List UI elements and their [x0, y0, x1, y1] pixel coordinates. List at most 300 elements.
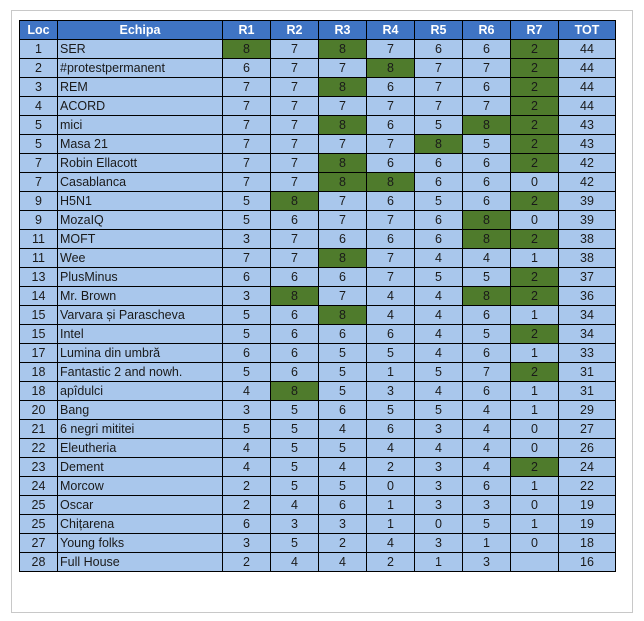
cell-r4[interactable]: 6 — [367, 325, 415, 344]
cell-loc[interactable]: 18 — [20, 363, 58, 382]
cell-tot[interactable]: 26 — [559, 439, 616, 458]
cell-r6[interactable]: 6 — [463, 344, 511, 363]
cell-r4[interactable]: 7 — [367, 40, 415, 59]
cell-r3[interactable]: 2 — [319, 534, 367, 553]
cell-r7[interactable]: 0 — [511, 420, 559, 439]
cell-team[interactable]: MozaIQ — [58, 211, 223, 230]
cell-r2[interactable]: 4 — [271, 553, 319, 572]
cell-r7[interactable]: 0 — [511, 496, 559, 515]
cell-r7[interactable]: 2 — [511, 363, 559, 382]
cell-r2[interactable]: 6 — [271, 325, 319, 344]
cell-r2[interactable]: 5 — [271, 534, 319, 553]
cell-r7[interactable]: 2 — [511, 135, 559, 154]
cell-tot[interactable]: 43 — [559, 116, 616, 135]
cell-r6[interactable]: 3 — [463, 496, 511, 515]
cell-r5[interactable]: 0 — [415, 515, 463, 534]
cell-loc[interactable]: 15 — [20, 306, 58, 325]
cell-r7[interactable]: 2 — [511, 268, 559, 287]
cell-team[interactable]: Eleutheria — [58, 439, 223, 458]
cell-r7[interactable]: 2 — [511, 287, 559, 306]
cell-r1[interactable]: 7 — [223, 97, 271, 116]
cell-r1[interactable]: 5 — [223, 306, 271, 325]
cell-loc[interactable]: 21 — [20, 420, 58, 439]
cell-r3[interactable]: 6 — [319, 496, 367, 515]
cell-r3[interactable]: 4 — [319, 553, 367, 572]
cell-loc[interactable]: 7 — [20, 173, 58, 192]
cell-loc[interactable]: 28 — [20, 553, 58, 572]
cell-team[interactable]: Intel — [58, 325, 223, 344]
cell-r3[interactable]: 7 — [319, 192, 367, 211]
cell-r7[interactable]: 2 — [511, 116, 559, 135]
cell-r6[interactable]: 7 — [463, 363, 511, 382]
header-r4[interactable]: R4 — [367, 21, 415, 40]
cell-r7[interactable] — [511, 553, 559, 572]
table-row — [20, 458, 616, 477]
cell-r5[interactable]: 5 — [415, 363, 463, 382]
cell-loc[interactable]: 9 — [20, 211, 58, 230]
cell-r7[interactable]: 2 — [511, 40, 559, 59]
cell-r3[interactable]: 5 — [319, 382, 367, 401]
cell-r3[interactable]: 6 — [319, 230, 367, 249]
cell-r4[interactable]: 1 — [367, 496, 415, 515]
cell-r1[interactable]: 6 — [223, 344, 271, 363]
cell-r2[interactable]: 7 — [271, 116, 319, 135]
cell-r4[interactable]: 6 — [367, 116, 415, 135]
cell-r5[interactable]: 6 — [415, 173, 463, 192]
cell-r2[interactable]: 8 — [271, 287, 319, 306]
cell-tot[interactable]: 42 — [559, 154, 616, 173]
cell-r6[interactable]: 6 — [463, 382, 511, 401]
cell-r3[interactable]: 7 — [319, 287, 367, 306]
cell-r7[interactable]: 2 — [511, 59, 559, 78]
cell-r5[interactable]: 6 — [415, 40, 463, 59]
cell-r4[interactable]: 0 — [367, 477, 415, 496]
cell-loc[interactable]: 11 — [20, 230, 58, 249]
cell-r5[interactable]: 6 — [415, 230, 463, 249]
cell-team[interactable]: Full House — [58, 553, 223, 572]
cell-r4[interactable]: 4 — [367, 439, 415, 458]
cell-r3[interactable]: 7 — [319, 211, 367, 230]
cell-r2[interactable]: 5 — [271, 401, 319, 420]
cell-r2[interactable]: 6 — [271, 344, 319, 363]
cell-r4[interactable]: 7 — [367, 97, 415, 116]
cell-r6[interactable]: 4 — [463, 401, 511, 420]
cell-r5[interactable]: 6 — [415, 154, 463, 173]
cell-r5[interactable]: 4 — [415, 439, 463, 458]
cell-loc[interactable]: 25 — [20, 515, 58, 534]
cell-r1[interactable]: 5 — [223, 325, 271, 344]
cell-r6[interactable]: 4 — [463, 458, 511, 477]
cell-r7[interactable]: 1 — [511, 344, 559, 363]
cell-loc[interactable]: 27 — [20, 534, 58, 553]
cell-r6[interactable]: 6 — [463, 306, 511, 325]
cell-team[interactable]: MOFT — [58, 230, 223, 249]
cell-tot[interactable]: 39 — [559, 192, 616, 211]
cell-r7[interactable]: 2 — [511, 458, 559, 477]
cell-r4[interactable]: 8 — [367, 59, 415, 78]
cell-r4[interactable]: 1 — [367, 515, 415, 534]
cell-r4[interactable]: 6 — [367, 78, 415, 97]
cell-tot[interactable]: 22 — [559, 477, 616, 496]
cell-r6[interactable]: 1 — [463, 534, 511, 553]
cell-r5[interactable]: 3 — [415, 458, 463, 477]
cell-r2[interactable]: 3 — [271, 515, 319, 534]
cell-r4[interactable]: 6 — [367, 192, 415, 211]
cell-r7[interactable]: 0 — [511, 534, 559, 553]
cell-r2[interactable]: 7 — [271, 154, 319, 173]
cell-loc[interactable]: 9 — [20, 192, 58, 211]
cell-loc[interactable]: 24 — [20, 477, 58, 496]
cell-r4[interactable]: 7 — [367, 211, 415, 230]
cell-r2[interactable]: 7 — [271, 249, 319, 268]
cell-r5[interactable]: 3 — [415, 496, 463, 515]
cell-tot[interactable]: 37 — [559, 268, 616, 287]
cell-r1[interactable]: 3 — [223, 230, 271, 249]
cell-team[interactable]: Oscar — [58, 496, 223, 515]
cell-r5[interactable]: 1 — [415, 553, 463, 572]
cell-r2[interactable]: 7 — [271, 59, 319, 78]
cell-r3[interactable]: 8 — [319, 173, 367, 192]
cell-loc[interactable]: 1 — [20, 40, 58, 59]
cell-r7[interactable]: 1 — [511, 382, 559, 401]
cell-r1[interactable]: 6 — [223, 268, 271, 287]
cell-team[interactable]: Fantastic 2 and nowh. — [58, 363, 223, 382]
cell-r6[interactable]: 6 — [463, 154, 511, 173]
cell-r4[interactable]: 7 — [367, 249, 415, 268]
cell-r2[interactable]: 6 — [271, 211, 319, 230]
cell-r5[interactable]: 5 — [415, 192, 463, 211]
cell-r3[interactable]: 8 — [319, 249, 367, 268]
cell-loc[interactable]: 17 — [20, 344, 58, 363]
cell-tot[interactable]: 43 — [559, 135, 616, 154]
cell-r3[interactable]: 5 — [319, 344, 367, 363]
cell-r1[interactable]: 4 — [223, 382, 271, 401]
cell-r7[interactable]: 2 — [511, 325, 559, 344]
cell-r3[interactable]: 4 — [319, 420, 367, 439]
cell-tot[interactable]: 31 — [559, 363, 616, 382]
cell-r2[interactable]: 5 — [271, 420, 319, 439]
header-loc[interactable]: Loc — [20, 21, 58, 40]
cell-r4[interactable]: 4 — [367, 306, 415, 325]
cell-r4[interactable]: 4 — [367, 287, 415, 306]
cell-r6[interactable]: 7 — [463, 59, 511, 78]
cell-tot[interactable]: 16 — [559, 553, 616, 572]
cell-r3[interactable]: 5 — [319, 363, 367, 382]
cell-r6[interactable]: 5 — [463, 135, 511, 154]
cell-r5[interactable]: 4 — [415, 287, 463, 306]
cell-tot[interactable]: 44 — [559, 97, 616, 116]
cell-r3[interactable]: 8 — [319, 306, 367, 325]
cell-team[interactable]: Mr. Brown — [58, 287, 223, 306]
cell-r2[interactable]: 5 — [271, 458, 319, 477]
table-row — [20, 59, 616, 78]
cell-r1[interactable]: 7 — [223, 135, 271, 154]
cell-r5[interactable]: 8 — [415, 135, 463, 154]
cell-r2[interactable]: 7 — [271, 173, 319, 192]
cell-tot[interactable]: 34 — [559, 325, 616, 344]
cell-loc[interactable]: 23 — [20, 458, 58, 477]
cell-r4[interactable]: 7 — [367, 135, 415, 154]
cell-r6[interactable]: 7 — [463, 97, 511, 116]
cell-loc[interactable]: 15 — [20, 325, 58, 344]
cell-r1[interactable]: 5 — [223, 192, 271, 211]
cell-tot[interactable]: 38 — [559, 230, 616, 249]
cell-tot[interactable]: 24 — [559, 458, 616, 477]
cell-r2[interactable]: 8 — [271, 382, 319, 401]
cell-r1[interactable]: 5 — [223, 363, 271, 382]
table-row — [20, 40, 616, 59]
cell-r3[interactable]: 8 — [319, 116, 367, 135]
cell-team[interactable]: #protestpermanent — [58, 59, 223, 78]
cell-r7[interactable]: 0 — [511, 173, 559, 192]
cell-r5[interactable]: 5 — [415, 268, 463, 287]
cell-r3[interactable]: 6 — [319, 401, 367, 420]
table-row — [20, 534, 616, 553]
cell-tot[interactable]: 36 — [559, 287, 616, 306]
cell-r4[interactable]: 6 — [367, 154, 415, 173]
cell-r2[interactable]: 5 — [271, 439, 319, 458]
cell-r1[interactable]: 6 — [223, 59, 271, 78]
cell-r7[interactable]: 2 — [511, 154, 559, 173]
cell-r6[interactable]: 6 — [463, 78, 511, 97]
cell-r5[interactable]: 3 — [415, 477, 463, 496]
cell-loc[interactable]: 4 — [20, 97, 58, 116]
header-r1[interactable]: R1 — [223, 21, 271, 40]
cell-r2[interactable]: 8 — [271, 192, 319, 211]
cell-r1[interactable]: 6 — [223, 515, 271, 534]
cell-team[interactable]: Morcow — [58, 477, 223, 496]
cell-r2[interactable]: 6 — [271, 268, 319, 287]
cell-r1[interactable]: 4 — [223, 439, 271, 458]
cell-tot[interactable]: 34 — [559, 306, 616, 325]
cell-r7[interactable]: 1 — [511, 249, 559, 268]
cell-r5[interactable]: 4 — [415, 325, 463, 344]
cell-r1[interactable]: 7 — [223, 173, 271, 192]
cell-tot[interactable]: 27 — [559, 420, 616, 439]
cell-team[interactable]: SER — [58, 40, 223, 59]
cell-r5[interactable]: 4 — [415, 382, 463, 401]
cell-team[interactable]: apîdulci — [58, 382, 223, 401]
cell-r2[interactable]: 6 — [271, 363, 319, 382]
cell-team[interactable]: H5N1 — [58, 192, 223, 211]
table-row — [20, 325, 616, 344]
cell-r6[interactable]: 5 — [463, 268, 511, 287]
cell-r6[interactable]: 4 — [463, 249, 511, 268]
cell-r5[interactable]: 3 — [415, 534, 463, 553]
cell-r6[interactable]: 6 — [463, 192, 511, 211]
cell-r1[interactable]: 7 — [223, 249, 271, 268]
cell-r1[interactable]: 4 — [223, 458, 271, 477]
cell-loc[interactable]: 7 — [20, 154, 58, 173]
cell-r3[interactable]: 8 — [319, 154, 367, 173]
cell-r6[interactable]: 6 — [463, 477, 511, 496]
cell-r3[interactable]: 6 — [319, 325, 367, 344]
cell-r1[interactable]: 5 — [223, 420, 271, 439]
cell-r1[interactable]: 7 — [223, 116, 271, 135]
cell-r2[interactable]: 4 — [271, 496, 319, 515]
cell-r6[interactable]: 4 — [463, 439, 511, 458]
cell-r7[interactable]: 1 — [511, 477, 559, 496]
cell-r1[interactable]: 7 — [223, 154, 271, 173]
cell-r5[interactable]: 5 — [415, 401, 463, 420]
cell-tot[interactable]: 29 — [559, 401, 616, 420]
cell-r3[interactable]: 8 — [319, 78, 367, 97]
cell-team[interactable]: PlusMinus — [58, 268, 223, 287]
cell-team[interactable]: 6 negri mititei — [58, 420, 223, 439]
cell-r5[interactable]: 4 — [415, 344, 463, 363]
header-r2[interactable]: R2 — [271, 21, 319, 40]
cell-r3[interactable]: 5 — [319, 439, 367, 458]
cell-loc[interactable]: 22 — [20, 439, 58, 458]
table-row — [20, 439, 616, 458]
cell-team[interactable]: REM — [58, 78, 223, 97]
cell-r7[interactable]: 0 — [511, 439, 559, 458]
cell-loc[interactable]: 25 — [20, 496, 58, 515]
cell-tot[interactable]: 38 — [559, 249, 616, 268]
cell-loc[interactable]: 11 — [20, 249, 58, 268]
cell-r1[interactable]: 2 — [223, 477, 271, 496]
cell-r7[interactable]: 1 — [511, 401, 559, 420]
cell-r5[interactable]: 7 — [415, 59, 463, 78]
cell-r1[interactable]: 7 — [223, 78, 271, 97]
cell-r6[interactable]: 6 — [463, 173, 511, 192]
cell-team[interactable]: ACORD — [58, 97, 223, 116]
cell-loc[interactable]: 14 — [20, 287, 58, 306]
cell-team[interactable]: Chițarena — [58, 515, 223, 534]
cell-team[interactable]: Dement — [58, 458, 223, 477]
cell-r4[interactable]: 2 — [367, 553, 415, 572]
cell-r1[interactable]: 5 — [223, 211, 271, 230]
cell-team[interactable]: Wee — [58, 249, 223, 268]
cell-tot[interactable]: 39 — [559, 211, 616, 230]
cell-r6[interactable]: 4 — [463, 420, 511, 439]
cell-tot[interactable]: 18 — [559, 534, 616, 553]
cell-r2[interactable]: 7 — [271, 135, 319, 154]
standings-table — [19, 20, 616, 572]
cell-r4[interactable]: 6 — [367, 230, 415, 249]
cell-r5[interactable]: 4 — [415, 249, 463, 268]
cell-loc[interactable]: 2 — [20, 59, 58, 78]
cell-r5[interactable]: 7 — [415, 97, 463, 116]
cell-r5[interactable]: 3 — [415, 420, 463, 439]
table-row — [20, 401, 616, 420]
cell-loc[interactable]: 20 — [20, 401, 58, 420]
cell-loc[interactable]: 13 — [20, 268, 58, 287]
cell-tot[interactable]: 44 — [559, 59, 616, 78]
header-team[interactable]: Echipa — [58, 21, 223, 40]
cell-r1[interactable]: 3 — [223, 287, 271, 306]
cell-r4[interactable]: 7 — [367, 268, 415, 287]
cell-r3[interactable]: 8 — [319, 40, 367, 59]
table-row — [20, 268, 616, 287]
header-r3[interactable]: R3 — [319, 21, 367, 40]
cell-r1[interactable]: 2 — [223, 553, 271, 572]
header-r6[interactable]: R6 — [463, 21, 511, 40]
header-r5[interactable]: R5 — [415, 21, 463, 40]
header-r7[interactable]: R7 — [511, 21, 559, 40]
cell-tot[interactable]: 31 — [559, 382, 616, 401]
cell-r4[interactable]: 4 — [367, 534, 415, 553]
cell-r6[interactable]: 8 — [463, 211, 511, 230]
cell-tot[interactable]: 44 — [559, 40, 616, 59]
cell-r5[interactable]: 7 — [415, 78, 463, 97]
cell-loc[interactable]: 3 — [20, 78, 58, 97]
cell-loc[interactable]: 18 — [20, 382, 58, 401]
cell-r6[interactable]: 5 — [463, 325, 511, 344]
cell-team[interactable]: Bang — [58, 401, 223, 420]
cell-r4[interactable]: 1 — [367, 363, 415, 382]
cell-r2[interactable]: 7 — [271, 97, 319, 116]
cell-r1[interactable]: 2 — [223, 496, 271, 515]
cell-r3[interactable]: 7 — [319, 59, 367, 78]
cell-r7[interactable]: 2 — [511, 192, 559, 211]
cell-r4[interactable]: 2 — [367, 458, 415, 477]
cell-team[interactable]: Masa 21 — [58, 135, 223, 154]
cell-r7[interactable]: 2 — [511, 78, 559, 97]
cell-r5[interactable]: 4 — [415, 306, 463, 325]
cell-r2[interactable]: 7 — [271, 40, 319, 59]
cell-loc[interactable]: 5 — [20, 116, 58, 135]
cell-team[interactable]: Lumina din umbră — [58, 344, 223, 363]
cell-r3[interactable]: 4 — [319, 458, 367, 477]
cell-r7[interactable]: 0 — [511, 211, 559, 230]
cell-r3[interactable]: 6 — [319, 268, 367, 287]
cell-r6[interactable]: 8 — [463, 287, 511, 306]
cell-r1[interactable]: 3 — [223, 401, 271, 420]
cell-r6[interactable]: 3 — [463, 553, 511, 572]
cell-r1[interactable]: 8 — [223, 40, 271, 59]
cell-r3[interactable]: 7 — [319, 135, 367, 154]
cell-r6[interactable]: 8 — [463, 230, 511, 249]
cell-team[interactable]: Varvara și Parascheva — [58, 306, 223, 325]
cell-r3[interactable]: 5 — [319, 477, 367, 496]
cell-r5[interactable]: 5 — [415, 116, 463, 135]
cell-r7[interactable]: 2 — [511, 230, 559, 249]
cell-r4[interactable]: 5 — [367, 344, 415, 363]
header-tot[interactable]: TOT — [559, 21, 616, 40]
cell-r7[interactable]: 1 — [511, 306, 559, 325]
cell-tot[interactable]: 19 — [559, 496, 616, 515]
cell-team[interactable]: Casablanca — [58, 173, 223, 192]
cell-r3[interactable]: 3 — [319, 515, 367, 534]
cell-r2[interactable]: 7 — [271, 78, 319, 97]
cell-team[interactable]: mici — [58, 116, 223, 135]
cell-r3[interactable]: 7 — [319, 97, 367, 116]
cell-r2[interactable]: 6 — [271, 306, 319, 325]
cell-r4[interactable]: 8 — [367, 173, 415, 192]
cell-tot[interactable]: 44 — [559, 78, 616, 97]
cell-r4[interactable]: 3 — [367, 382, 415, 401]
cell-r1[interactable]: 3 — [223, 534, 271, 553]
cell-team[interactable]: Young folks — [58, 534, 223, 553]
cell-team[interactable]: Robin Ellacott — [58, 154, 223, 173]
cell-loc[interactable]: 5 — [20, 135, 58, 154]
cell-r6[interactable]: 5 — [463, 515, 511, 534]
cell-r7[interactable]: 1 — [511, 515, 559, 534]
cell-r4[interactable]: 6 — [367, 420, 415, 439]
cell-r4[interactable]: 5 — [367, 401, 415, 420]
cell-r6[interactable]: 8 — [463, 116, 511, 135]
cell-r6[interactable]: 6 — [463, 40, 511, 59]
cell-tot[interactable]: 33 — [559, 344, 616, 363]
cell-r2[interactable]: 7 — [271, 230, 319, 249]
cell-r2[interactable]: 5 — [271, 477, 319, 496]
cell-tot[interactable]: 19 — [559, 515, 616, 534]
table-row — [20, 173, 616, 192]
cell-r5[interactable]: 6 — [415, 211, 463, 230]
cell-r7[interactable]: 2 — [511, 97, 559, 116]
cell-tot[interactable]: 42 — [559, 173, 616, 192]
